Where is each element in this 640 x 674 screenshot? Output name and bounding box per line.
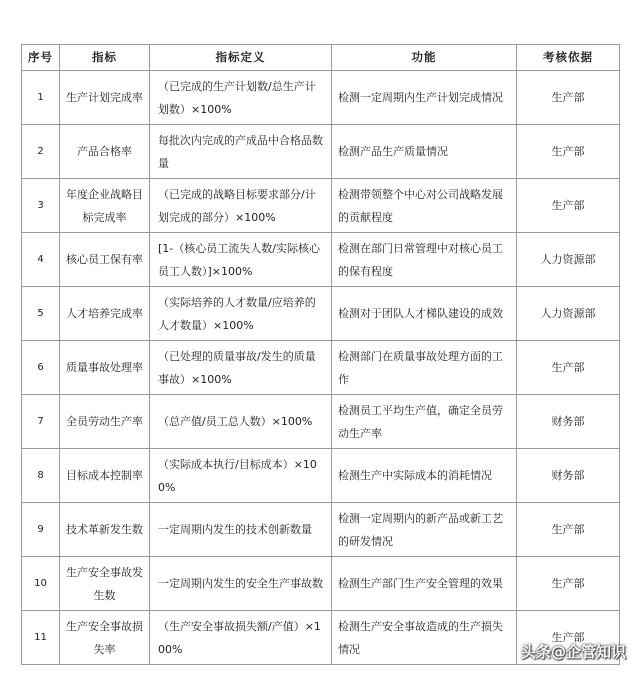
- cell-indicator: 质量事故处理率: [60, 341, 150, 395]
- cell-indicator: 年度企业战略目标完成率: [60, 179, 150, 233]
- header-definition: 指标定义: [150, 45, 332, 71]
- cell-indicator: 产品合格率: [60, 125, 150, 179]
- cell-function: 检测员工平均生产值，确定全员劳动生产率: [332, 395, 517, 449]
- cell-no: 6: [22, 341, 60, 395]
- cell-indicator: 生产计划完成率: [60, 71, 150, 125]
- table-header-row: [22, 45, 620, 71]
- cell-no: 10: [22, 557, 60, 611]
- cell-function: 检测生产中实际成本的消耗情况: [332, 449, 517, 503]
- toutiao-logo-icon: [497, 643, 515, 661]
- cell-function: 检测一定周期内生产计划完成情况: [332, 71, 517, 125]
- table-row: [22, 71, 620, 125]
- cell-no: 3: [22, 179, 60, 233]
- cell-basis: 生产部: [517, 611, 620, 665]
- cell-indicator: 目标成本控制率: [60, 449, 150, 503]
- header-function: 功能: [332, 45, 517, 71]
- cell-definition: （总产值/员工总人数）×100%: [150, 395, 332, 449]
- table-row: [22, 503, 620, 557]
- cell-basis: 人力资源部: [517, 233, 620, 287]
- table-row: [22, 287, 620, 341]
- cell-function: 检测生产安全事故造成的生产损失情况: [332, 611, 517, 665]
- cell-function: 检测一定周期内的新产品或新工艺的研发情况: [332, 503, 517, 557]
- cell-function: 检测在部门日常管理中对核心员工的保有程度: [332, 233, 517, 287]
- cell-no: 2: [22, 125, 60, 179]
- watermark-text: 头条@企管知识: [520, 643, 626, 661]
- cell-no: 1: [22, 71, 60, 125]
- kpi-table: [21, 44, 620, 665]
- cell-no: 7: [22, 395, 60, 449]
- cell-definition: （实际培养的人才数量/应培养的人才数量）×100%: [150, 287, 332, 341]
- cell-basis: 财务部: [517, 395, 620, 449]
- header-basis: 考核依据: [517, 45, 620, 71]
- cell-no: 8: [22, 449, 60, 503]
- cell-function: 检测带领整个中心对公司战略发展的贡献程度: [332, 179, 517, 233]
- cell-definition: （生产安全事故损失额/产值）×100%: [150, 611, 332, 665]
- header-indicator: 指标: [60, 45, 150, 71]
- cell-definition: [1-（核心员工流失人数/实际核心员工人数）]×100%: [150, 233, 332, 287]
- cell-basis: 生产部: [517, 341, 620, 395]
- cell-indicator: 核心员工保有率: [60, 233, 150, 287]
- cell-definition: （实际成本执行/目标成本）×100%: [150, 449, 332, 503]
- cell-basis: 生产部: [517, 71, 620, 125]
- cell-no: 9: [22, 503, 60, 557]
- table-row: [22, 557, 620, 611]
- cell-definition: 每批次内完成的产成品中合格品数量: [150, 125, 332, 179]
- watermark: [497, 641, 626, 662]
- header-no: 序号: [22, 45, 60, 71]
- cell-no: 4: [22, 233, 60, 287]
- table-row: [22, 179, 620, 233]
- cell-function: 检测对于团队人才梯队建设的成效: [332, 287, 517, 341]
- cell-no: 11: [22, 611, 60, 665]
- cell-basis: 生产部: [517, 557, 620, 611]
- cell-basis: 生产部: [517, 179, 620, 233]
- cell-basis: 人力资源部: [517, 287, 620, 341]
- cell-definition: 一定周期内发生的安全生产事故数: [150, 557, 332, 611]
- cell-indicator: 人才培养完成率: [60, 287, 150, 341]
- cell-definition: 一定周期内发生的技术创新数量: [150, 503, 332, 557]
- table-row: [22, 233, 620, 287]
- table-row: [22, 125, 620, 179]
- table-row: [22, 341, 620, 395]
- cell-function: 检测部门在质量事故处理方面的工作: [332, 341, 517, 395]
- cell-definition: （已完成的生产计划数/总生产计划数）×100%: [150, 71, 332, 125]
- cell-indicator: 生产安全事故发生数: [60, 557, 150, 611]
- kpi-table-container: [21, 44, 619, 665]
- table-row: [22, 395, 620, 449]
- cell-function: 检测生产部门生产安全管理的效果: [332, 557, 517, 611]
- cell-basis: 财务部: [517, 449, 620, 503]
- cell-indicator: 全员劳动生产率: [60, 395, 150, 449]
- cell-function: 检测产品生产质量情况: [332, 125, 517, 179]
- cell-no: 5: [22, 287, 60, 341]
- cell-basis: 生产部: [517, 125, 620, 179]
- cell-basis: 生产部: [517, 503, 620, 557]
- cell-definition: （已完成的战略目标要求部分/计划完成的部分）×100%: [150, 179, 332, 233]
- table-row: [22, 449, 620, 503]
- cell-indicator: 生产安全事故损失率: [60, 611, 150, 665]
- cell-indicator: 技术革新发生数: [60, 503, 150, 557]
- cell-definition: （已处理的质量事故/发生的质量事故）×100%: [150, 341, 332, 395]
